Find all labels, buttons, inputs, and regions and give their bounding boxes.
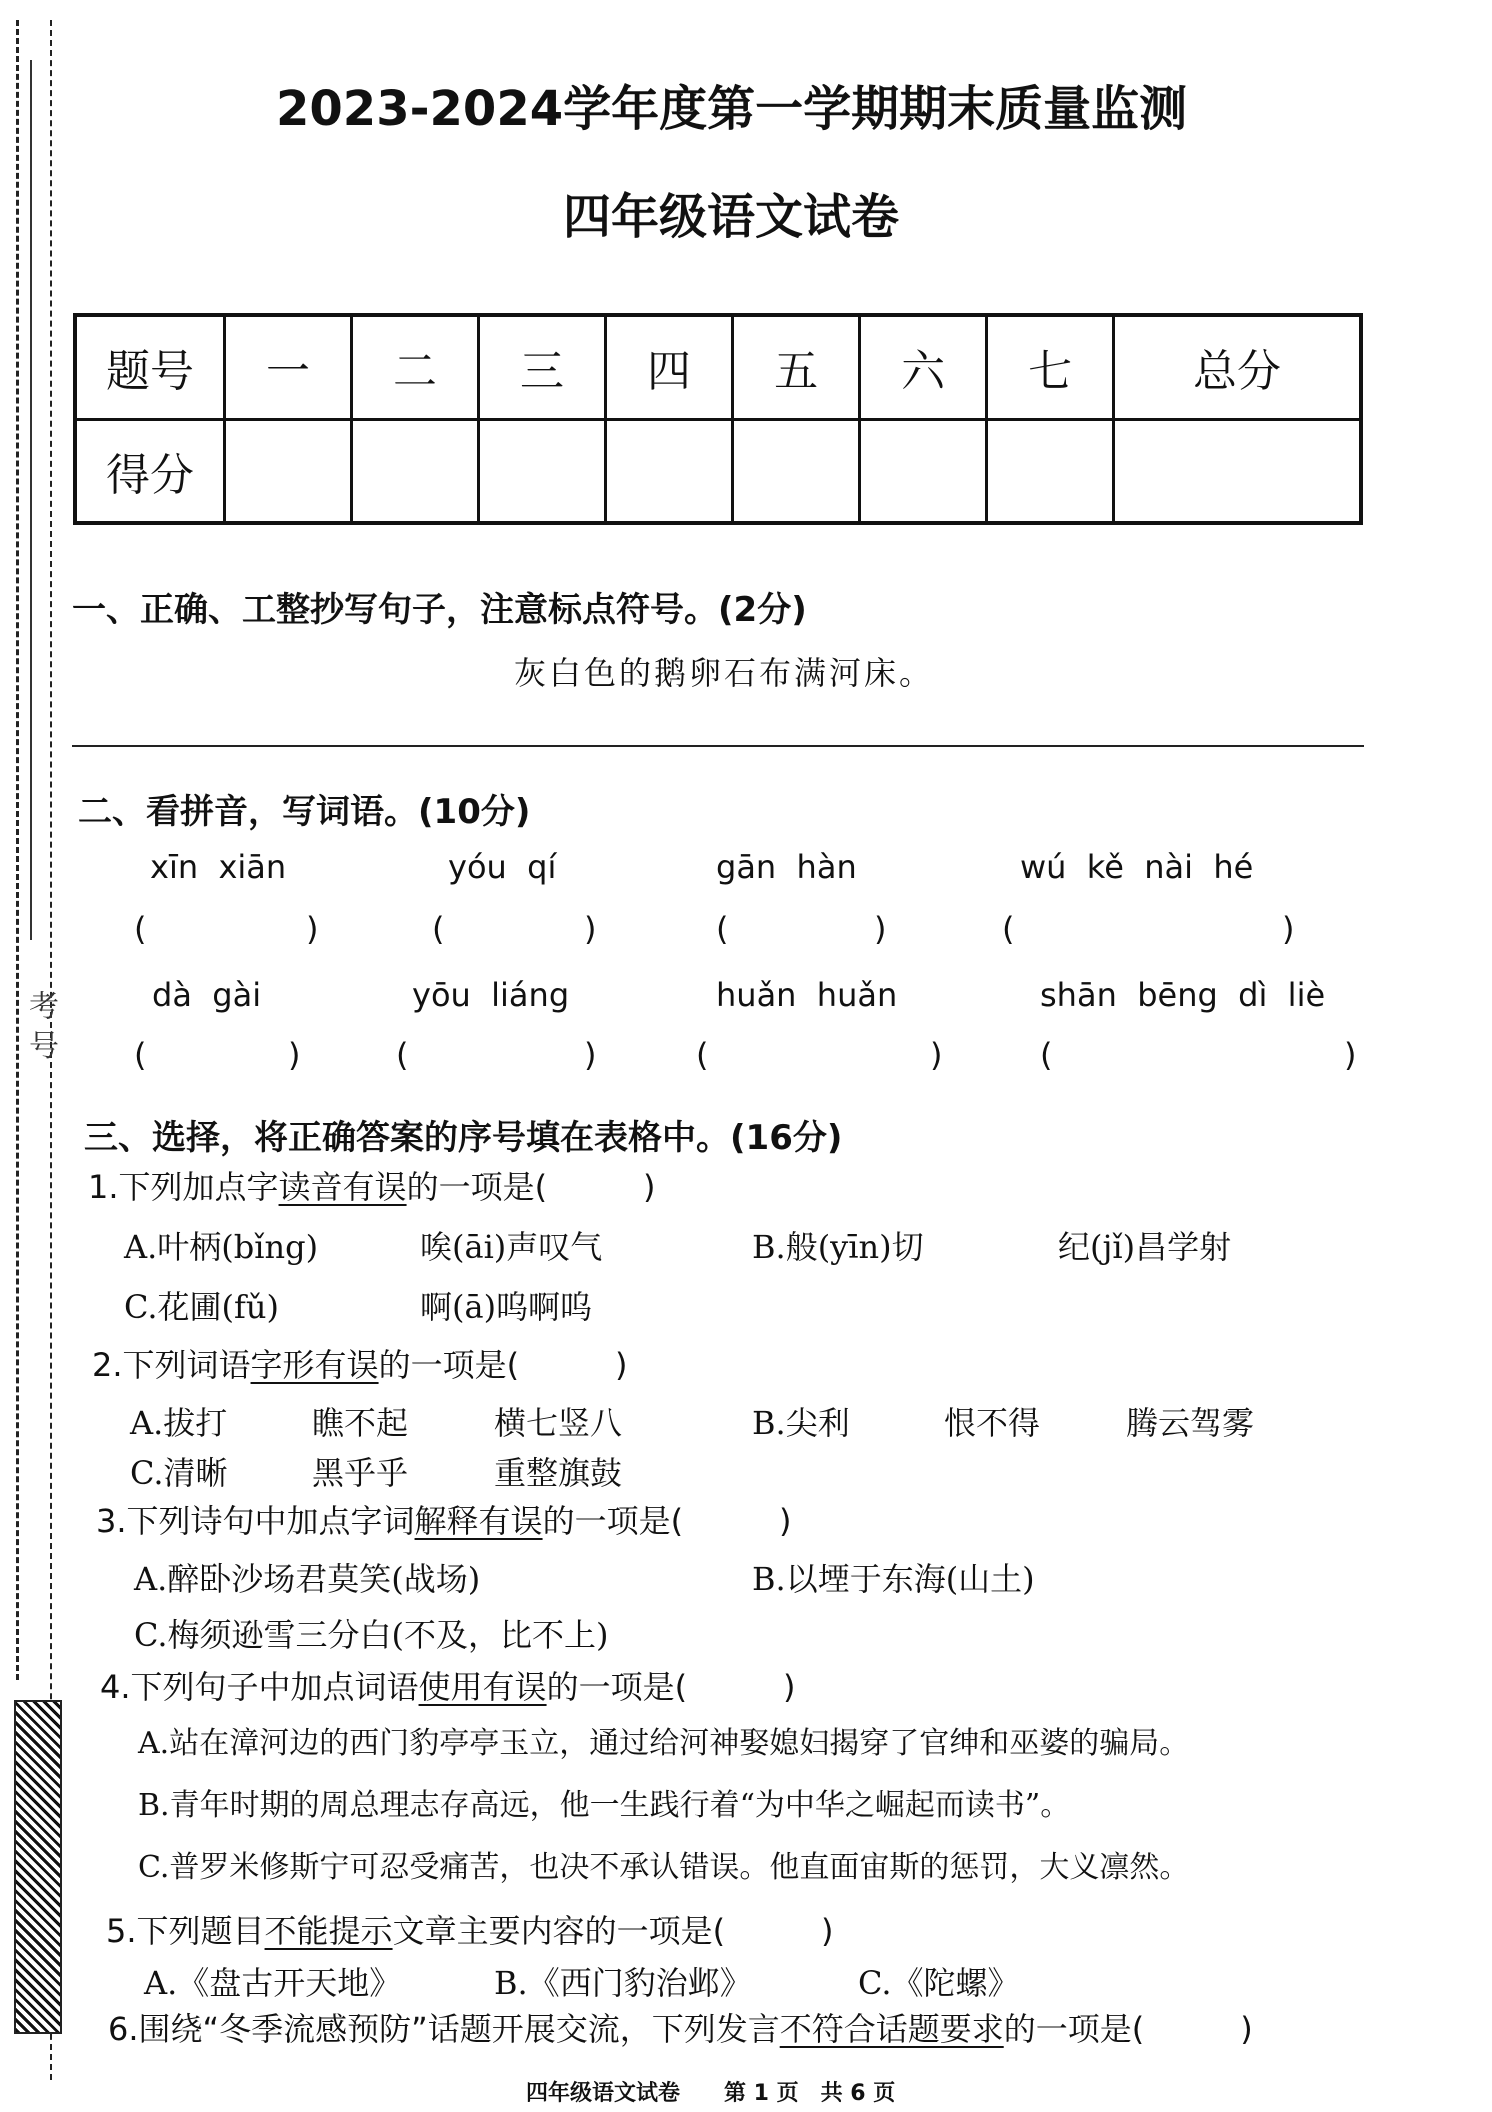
question-2-post: 的一项是( ) [378, 1346, 628, 1384]
answer-paren-close: ) [1344, 1036, 1357, 1074]
answer-paren-close: ) [1282, 910, 1295, 948]
pinyin-label: wú kě nài hé [1020, 848, 1254, 886]
pinyin-label: huǎn huǎn [716, 976, 898, 1014]
section3-heading: 三、选择，将正确答案的序号填在表格中。(16分) [84, 1118, 843, 1158]
question-1-key: 读音有误 [278, 1168, 407, 1206]
exam-title-line1: 2023-2024学年度第一学期期末质量监测 [276, 81, 1188, 137]
margin-exam-number-label: 考 号 [23, 990, 58, 1060]
q2-option-a-word3: 横七竖八 [494, 1404, 623, 1442]
score-cell[interactable] [733, 419, 860, 523]
pinyin-label: xīn xiān [150, 848, 287, 886]
answer-paren-open: ( [134, 910, 147, 948]
score-table-header-cell: 四 [606, 315, 733, 419]
score-table-header-cell: 总分 [1114, 315, 1361, 419]
question-6-pre: 6.围绕“冬季流感预防”话题开展交流，下列发言 [108, 2010, 780, 2048]
answer-paren-close: ) [874, 910, 887, 948]
question-3-pre: 3.下列诗句中加点字词 [96, 1502, 415, 1540]
answer-paren-close: ) [584, 1036, 597, 1074]
score-table-header-cell: 六 [860, 315, 987, 419]
pinyin-label: shān bēng dì liè [1040, 976, 1326, 1014]
exam-title-line2: 四年级语文试卷 [563, 189, 900, 245]
answer-paren-close: ) [306, 910, 319, 948]
answer-paren-open: ( [134, 1036, 147, 1074]
question-5-stem [106, 1906, 834, 1952]
q4-option-a: A.站在漳河边的西门豹亭亭玉立，通过给河神娶媳妇揭穿了官绅和巫婆的骗局。 [138, 1726, 1190, 1761]
pinyin-label: dà gài [152, 976, 262, 1014]
score-table-row-label: 得分 [75, 419, 225, 523]
score-cell[interactable] [606, 419, 733, 523]
answer-paren-close: ) [584, 910, 597, 948]
score-cell[interactable] [352, 419, 479, 523]
score-cell[interactable] [860, 419, 987, 523]
question-6-post: 的一项是( ) [1003, 2010, 1253, 2048]
section1-sentence: 灰白色的鹅卵石布满河床。 [514, 654, 935, 692]
q1-option-a: A.叶柄(bǐng) [124, 1228, 319, 1266]
q5-option-b: B.《西门豹治邺》 [494, 1964, 752, 2002]
answer-paren-open: ( [1002, 910, 1015, 948]
q2-option-b: B.尖利 [752, 1404, 850, 1442]
section2-heading: 二、看拼音，写词语。(10分) [78, 792, 531, 832]
question-1-pre: 1.下列加点字 [88, 1168, 279, 1206]
q2-option-b-word3: 腾云驾雾 [1126, 1404, 1255, 1442]
question-4-stem [100, 1662, 796, 1708]
question-1-stem [88, 1162, 656, 1208]
answer-paren-open: ( [696, 1036, 709, 1074]
q3-option-c: C.梅须逊雪三分白(不及，比不上) [134, 1616, 609, 1654]
question-3-stem [96, 1496, 792, 1542]
section1-answer-line[interactable] [72, 745, 1364, 747]
question-4-pre: 4.下列句子中加点词语 [100, 1668, 419, 1706]
binding-dash-line-outer [16, 20, 19, 1680]
binding-hatch-block [14, 1700, 62, 2034]
q1-option-b-word2: 纪(jǐ)昌学射 [1058, 1228, 1232, 1266]
question-3-post: 的一项是( ) [542, 1502, 792, 1540]
pinyin-label: yóu qí [448, 848, 557, 886]
q1-option-c: C.花圃(fǔ) [124, 1288, 279, 1326]
question-6-stem [108, 2004, 1253, 2050]
score-table-header-cell: 一 [225, 315, 352, 419]
q2-option-a: A.拔打 [130, 1404, 228, 1442]
q2-option-c: C.清晰 [130, 1454, 228, 1492]
q1-option-a-word2: 唉(āi)声叹气 [420, 1228, 603, 1266]
q1-option-c-word2: 啊(ā)呜啊呜 [420, 1288, 593, 1326]
question-2-pre: 2.下列词语 [92, 1346, 251, 1384]
score-table-header-cell: 五 [733, 315, 860, 419]
question-5-key: 不能提示 [264, 1912, 393, 1950]
binding-solid-line [30, 60, 32, 940]
answer-paren-open: ( [1040, 1036, 1053, 1074]
page-footer: 四年级语文试卷 第 1 页 共 6 页 [526, 2081, 896, 2106]
score-table-header-cell: 七 [987, 315, 1114, 419]
question-4-key: 使用有误 [418, 1668, 547, 1706]
q3-option-a: A.醉卧沙场君莫笑(战场) [134, 1560, 481, 1598]
answer-paren-open: ( [396, 1036, 409, 1074]
question-2-key: 字形有误 [250, 1346, 379, 1384]
q2-option-c-word3: 重整旗鼓 [494, 1454, 623, 1492]
answer-paren-open: ( [716, 910, 729, 948]
score-table-header-cell: 三 [479, 315, 606, 419]
question-1-post: 的一项是( ) [406, 1168, 656, 1206]
q4-option-c: C.普罗米修斯宁可忍受痛苦，也决不承认错误。他直面宙斯的惩罚，大义凛然。 [138, 1850, 1190, 1885]
question-5-post: 文章主要内容的一项是( ) [392, 1912, 834, 1950]
pinyin-label: gān hàn [716, 848, 857, 886]
question-2-stem [92, 1340, 628, 1386]
score-cell[interactable] [479, 419, 606, 523]
score-table-header-cell: 二 [352, 315, 479, 419]
score-table [73, 313, 1363, 525]
q1-option-b: B.般(yīn)切 [752, 1228, 924, 1266]
q2-option-b-word2: 恨不得 [944, 1404, 1041, 1442]
answer-paren-close: ) [930, 1036, 943, 1074]
q5-option-a: A.《盘古开天地》 [144, 1964, 402, 2002]
answer-paren-close: ) [288, 1036, 301, 1074]
q2-option-a-word2: 瞧不起 [312, 1404, 409, 1442]
question-3-key: 解释有误 [414, 1502, 543, 1540]
score-cell[interactable] [225, 419, 352, 523]
score-table-header-cell: 题号 [75, 315, 225, 419]
q4-option-b: B.青年时期的周总理志存高远，他一生践行着“为中华之崛起而读书”。 [138, 1788, 1071, 1823]
score-cell[interactable] [1114, 419, 1361, 523]
q2-option-c-word2: 黑乎乎 [312, 1454, 409, 1492]
question-6-key: 不符合话题要求 [779, 2010, 1004, 2048]
question-5-pre: 5.下列题目 [106, 1912, 265, 1950]
question-4-post: 的一项是( ) [546, 1668, 796, 1706]
q5-option-c: C.《陀螺》 [858, 1964, 1020, 2002]
q3-option-b: B.以堙于东海(山土) [752, 1560, 1035, 1598]
pinyin-label: yōu liáng [412, 976, 570, 1014]
score-cell[interactable] [987, 419, 1114, 523]
answer-paren-open: ( [432, 910, 445, 948]
section1-heading: 一、正确、工整抄写句子，注意标点符号。(2分) [72, 590, 807, 630]
